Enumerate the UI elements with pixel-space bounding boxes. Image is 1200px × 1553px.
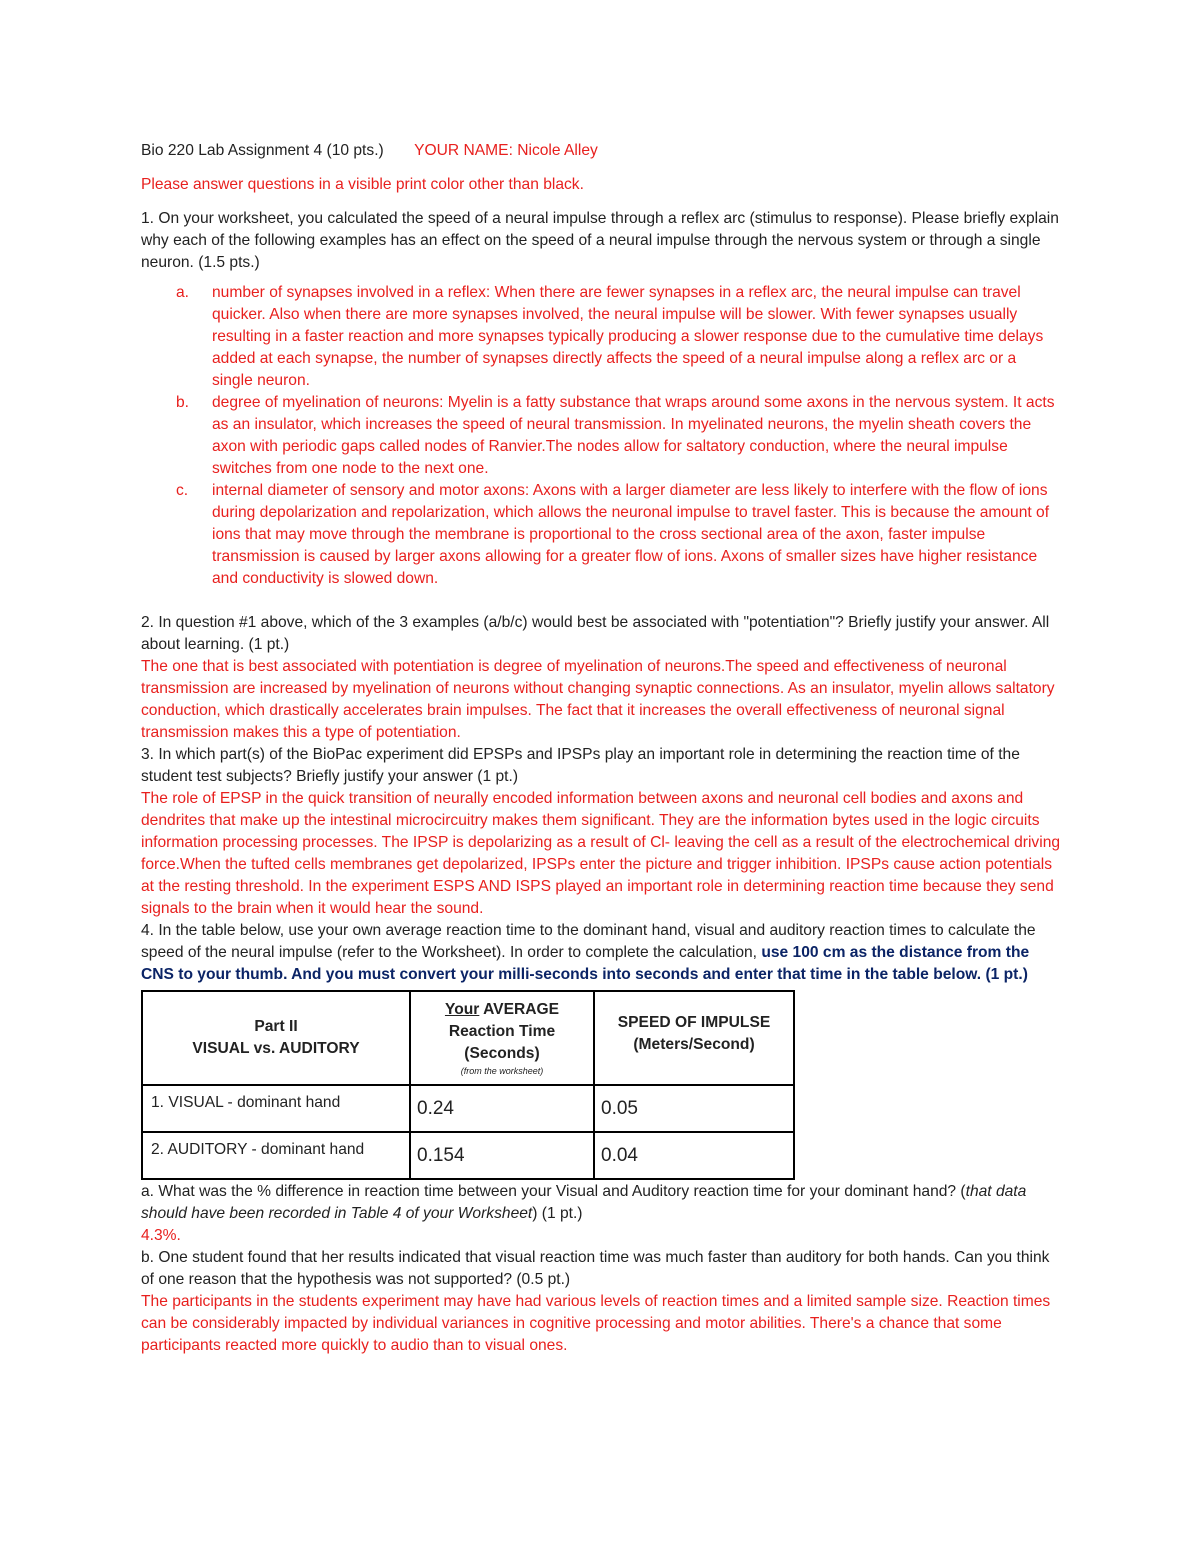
- question-4-emphasis: use 100 cm as the distance from the CNS to your thumb. And you must convert your milli-seconds into seconds and enter that time in the table below. (1 pt.): [141, 944, 1030, 983]
- answer-2: The one that is best associated with potentiation is degree of myelination of neurons.The speed and effectiveness of neuronal transmission are increased by myelination of neurons without changing synaptic connections. As an insulator, myelin allows saltatory conduction, which drastically accelerates brain impulses. The fact that it increases the overall effectiveness of neuronal signal transmission makes this a type of potentiation.: [141, 658, 1055, 741]
- question-4: [141, 920, 1061, 986]
- header-your: Your: [444, 1001, 480, 1018]
- header-line: [141, 140, 1061, 162]
- header-text: Reaction Time: [448, 1023, 556, 1040]
- question-2: 2. In question #1 above, which of the 3 examples (a/b/c) would best be associated with "potentiation"? Briefly justify your answer. All about learning. (1 pt.): [141, 614, 1050, 653]
- header-text: Part II: [254, 1018, 298, 1035]
- header-text: (Meters/Second): [633, 1036, 755, 1053]
- question-a: [141, 1181, 1061, 1225]
- header-note: (from the worksheet): [460, 1066, 544, 1076]
- answer-1b: degree of myelination of neurons: Myelin is a fatty substance that wraps around some axons in the nervous system. It acts as an insulator, which increases the speed of neural transmission. In myelinated neurons, the myelin sheath covers the axon with periodic gaps called nodes of Ranvier.The nodes allow for saltatory conduction, where the neural impulse switches from one node to the next one.: [212, 394, 1055, 477]
- reaction-time-value: 0.154: [410, 1132, 594, 1179]
- document-page: [141, 140, 1061, 1357]
- row-label: 1. VISUAL - dominant hand: [142, 1085, 410, 1132]
- speed-value: 0.04: [594, 1132, 794, 1179]
- header-average: AVERAGE: [479, 1001, 560, 1018]
- answer-3: The role of EPSP in the quick transition of neurally encoded information between axons and neuronal cell bodies and axons and dendrites that make up the intestinal microcircuitry makes them significant. They are the information bytes used in the logic circuits information processing processes. The IPSP is depolarizing as a result of Cl- leaving the cell as a result of the electrochemical driving force.When the tufted cells membranes get depolarized, IPSPs enter the picture and trigger inhibition. IPSPs cause action potentials at the resting threshold. In the experiment ESPS AND ISPS played an important role in determining reaction time because they send signals to the brain when it would hear the sound.: [141, 790, 1061, 917]
- header-text: [411, 999, 593, 1021]
- list-marker: c.: [176, 482, 189, 499]
- list-marker: b.: [176, 394, 190, 411]
- question-1-answers: [141, 282, 1061, 590]
- header-text: VISUAL vs. AUDITORY: [192, 1040, 360, 1057]
- student-name: YOUR NAME: Nicole Alley: [414, 142, 598, 159]
- answer-b: The participants in the students experiment may have had various levels of reaction times and a limited sample size. Reaction times can be considerably impacted by individual variances in cognitive processing and motor abilities. There's a chance that some participants reacted more quickly to audio than to visual ones.: [141, 1293, 1051, 1354]
- list-marker: a.: [176, 284, 190, 301]
- question-a-italic: that data should have been recorded in Table 4 of your Worksheet: [141, 1183, 1027, 1222]
- question-4-text: 4. In the table below, use your own average reaction time to the dominant hand, visual and auditory reaction times to calculate the speed of the neural impulse (refer to the Worksheet). In order to complete the calculation,: [141, 922, 1036, 961]
- table-row: [142, 1132, 794, 1179]
- question-a-text: a. What was the % difference in reaction time between your Visual and Auditory reaction time for your dominant hand? (: [141, 1183, 966, 1200]
- question-b: b. One student found that her results indicated that visual reaction time was much faster than auditory for both hands. Can you think of one reason that the hypothesis was not supported? (0.5 pt.): [141, 1249, 1050, 1288]
- list-item: [141, 282, 1061, 392]
- header-speed: [594, 991, 794, 1085]
- question-a-points: ) (1 pt.): [532, 1205, 583, 1222]
- header-text: SPEED OF IMPULSE: [617, 1014, 771, 1031]
- assignment-title: Bio 220 Lab Assignment 4 (10 pts.): [141, 142, 384, 159]
- list-item: [141, 480, 1061, 590]
- reaction-time-value: 0.24: [410, 1085, 594, 1132]
- speed-value: 0.05: [594, 1085, 794, 1132]
- header-reaction-time: [410, 991, 594, 1085]
- header-text: (Seconds): [464, 1045, 540, 1062]
- answer-a: 4.3%.: [141, 1227, 181, 1244]
- question-1: 1. On your worksheet, you calculated the speed of a neural impulse through a reflex arc (stimulus to response). Please briefly explain why each of the following examples has an effect on the speed of a neural impulse through the nervous system or through a single neuron. (1.5 pts.): [141, 210, 1059, 271]
- row-label: 2. AUDITORY - dominant hand: [142, 1132, 410, 1179]
- answer-1a: number of synapses involved in a reflex: When there are fewer synapses in a reflex arc, the neural impulse can travel quicker. Also when there are more synapses involved, the neural impulse will be slower. With fewer synapses usually resulting in a faster reaction and more synapses typically producing a slower response due to the cumulative time delays added at each synapse, the number of synapses directly affects the speed of a neural impulse along a reflex arc or a single neuron.: [212, 284, 1044, 389]
- table-row: [142, 1085, 794, 1132]
- header-part-ii: [142, 991, 410, 1085]
- instruction-text: Please answer questions in a visible print color other than black.: [141, 176, 584, 193]
- reaction-time-table: [141, 990, 795, 1180]
- question-3: 3. In which part(s) of the BioPac experiment did EPSPs and IPSPs play an important role in determining the reaction time of the student test subjects? Briefly justify your answer (1 pt.): [141, 746, 1020, 785]
- list-item: [141, 392, 1061, 480]
- table-header-row: [142, 991, 794, 1085]
- answer-1c: internal diameter of sensory and motor axons: Axons with a larger diameter are less likely to interfere with the flow of ions during depolarization and repolarization, which allows the neuronal impulse to travel faster. This is because the amount of ions that may move through the membrane is proportional to the cross sectional area of the axon, faster impulse transmission is caused by larger axons allowing for a greater flow of ions. Axons of smaller sizes have higher resistance and conductivity is slowed down.: [212, 482, 1050, 587]
